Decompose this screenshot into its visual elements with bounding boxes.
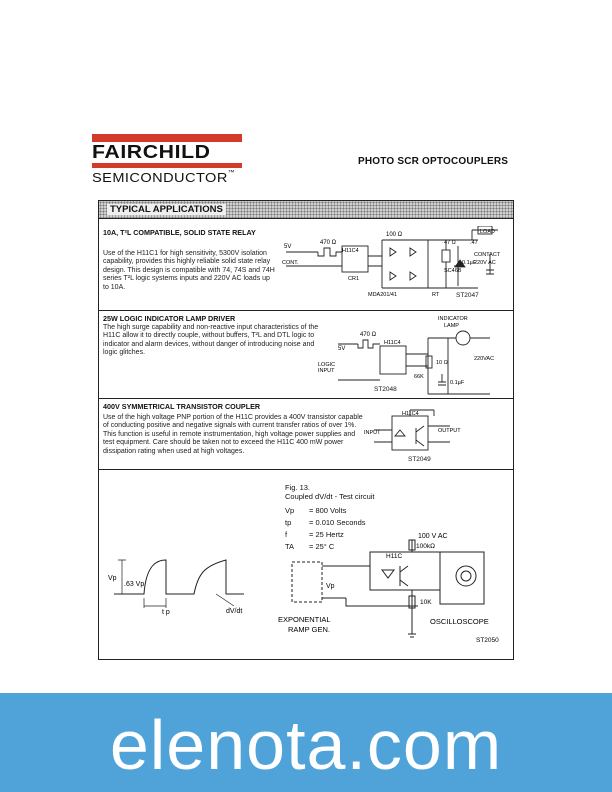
s1-label-5v: 5V — [284, 244, 292, 250]
circuit-label-ic: H11C — [386, 553, 403, 560]
param-vp-val: = 800 Volts — [309, 506, 347, 515]
section-1-code: ST2047 — [456, 292, 479, 299]
s2-label-5v: 5V — [338, 346, 346, 352]
section-2-body: The high surge capability and non-reactive input characteristics of the H11C allow it to directly couple, without buffers, T²L and DTL logic to indicator and alarm devices, without danger of introducing noise and logic glitches. — [103, 324, 319, 357]
s2-label-lamp2: LAMP — [444, 323, 459, 329]
s1-label-tri: SC46B — [444, 268, 462, 274]
s1-label-rt: RT — [432, 292, 440, 298]
logo-tm: ™ — [227, 170, 235, 176]
circuit-lamp-driver — [318, 314, 508, 398]
s1-label-q: CR1 — [348, 276, 360, 282]
test-circuit — [270, 526, 506, 660]
s1-label-vac: 220V AC — [474, 260, 496, 266]
waveform-diagram — [104, 548, 264, 622]
wave-label-vp: Vp — [108, 575, 117, 582]
param-f-sym: f — [285, 530, 288, 539]
param-f-val: = 25 Hertz — [309, 530, 344, 539]
circuit-label-ramp1: EXPONENTIAL — [278, 615, 331, 624]
param-vp-sym: Vp — [285, 506, 295, 515]
circuit-label-code: ST2050 — [476, 637, 499, 644]
section-3-title: 400V SYMMETRICAL TRANSISTOR COUPLER — [103, 402, 261, 411]
circuit-label-r2: 10K — [420, 599, 432, 606]
s1-label-contact: CONTACT — [474, 252, 501, 258]
figure-subtitle: Coupled dV/dt - Test circuit — [285, 492, 375, 501]
divider-1 — [99, 310, 513, 311]
param-tp-sym: tp — [285, 518, 292, 527]
s2-label-lamp1: INDICATOR — [438, 316, 468, 322]
logo-bar-bottom — [92, 163, 242, 168]
circuit-label-ramp2: RAMP GEN. — [288, 625, 330, 634]
section-1-title: 10A, T²L COMPATIBLE, SOLID STATE RELAY — [103, 228, 256, 237]
section-3-code: ST2049 — [408, 456, 431, 463]
wave-label-dvdt: dV/dt — [226, 608, 243, 615]
circuit-label-hv: 100 V AC — [418, 533, 448, 540]
param-ta-sym: TA — [285, 542, 295, 551]
circuit-label-vp: Vp — [326, 583, 335, 590]
figure-caption: Fig. 13. — [285, 483, 311, 492]
logo-bar-top — [92, 134, 242, 142]
s2-label-r1: 470 Ω — [360, 332, 377, 338]
s3-label-ic: H11C4 — [402, 411, 419, 417]
section-3-body: Use of the high voltage PNP portion of the H11C provides a 400V transistor capable of conducting positive and negative signals with current transfer ratios of over 1%. This function is useful in remote instrumentation, high voltage power supplies and test equipment. Care should be taken not to exceed the H11C 400 mW power dissipation rating when used at high voltages. — [103, 414, 363, 455]
footer-banner — [0, 693, 612, 792]
logo-name: FAIRCHILD — [92, 142, 211, 162]
logo-sub-text: SEMICONDUCTOR — [92, 170, 228, 185]
circuit-label-osc: OSCILLOSCOPE — [430, 617, 489, 626]
s1-label-cap: 0.1µF — [462, 260, 477, 266]
s1-label-ic: H11C4 — [342, 248, 359, 254]
s1-label-r2: 100 Ω — [386, 232, 403, 238]
s1-label-r3: 47 Ω — [444, 240, 456, 246]
s3-label-output: OUTPUT — [438, 428, 461, 434]
param-tp-val: = 0.010 Seconds — [309, 518, 366, 527]
s2-label-cap: 0.1µF — [450, 380, 465, 386]
section-header-text: TYPICAL APPLICATIONS — [107, 204, 226, 215]
s1-label-part: MDA201/41 — [368, 292, 398, 298]
logo-subtitle — [92, 170, 235, 185]
section-2-code: ST2048 — [374, 386, 397, 393]
param-vp — [285, 505, 346, 516]
footer-text[interactable]: elenota.com — [109, 706, 503, 784]
s2-label-logic: LOGIC — [318, 362, 336, 368]
s1-label-cap2: .47 — [470, 240, 478, 246]
wave-label-tp: t p — [162, 609, 170, 616]
divider-3 — [99, 469, 513, 470]
section-header — [99, 201, 513, 219]
divider-2 — [99, 398, 513, 399]
s3-label-input: INPUT — [364, 430, 381, 436]
circuit-label-r1: 100kΩ — [416, 543, 435, 550]
section-1-body: Use of the H11C1 for high sensitivity, 5300V isolation capability, provides this highly reliable solid state relay design. This design is compatible with 74, 74S and 74H series T²L logic systems inputs and 220V AC loads up to 10A. — [103, 250, 275, 291]
s1-label-load: LOAD — [480, 229, 495, 235]
s1-label-r1: 470 Ω — [320, 240, 337, 246]
s2-label-r2: 10 Ω — [436, 360, 448, 366]
circuit-transistor-coupler — [364, 406, 474, 462]
wave-label-vp63: .63 Vp — [124, 581, 145, 588]
s1-label-cont: CONT. — [282, 260, 299, 266]
s2-label-input: INPUT — [318, 368, 335, 374]
s2-label-vac: 220VAC — [474, 356, 495, 362]
s2-label-ic: H11C4 — [384, 340, 401, 346]
s2-label-r3: 66K — [414, 374, 424, 380]
param-ta-val: = 25° C — [309, 542, 335, 551]
document-title: PHOTO SCR OPTOCOUPLERS — [358, 156, 509, 167]
section-2-title: 25W LOGIC INDICATOR LAMP DRIVER — [103, 314, 236, 323]
